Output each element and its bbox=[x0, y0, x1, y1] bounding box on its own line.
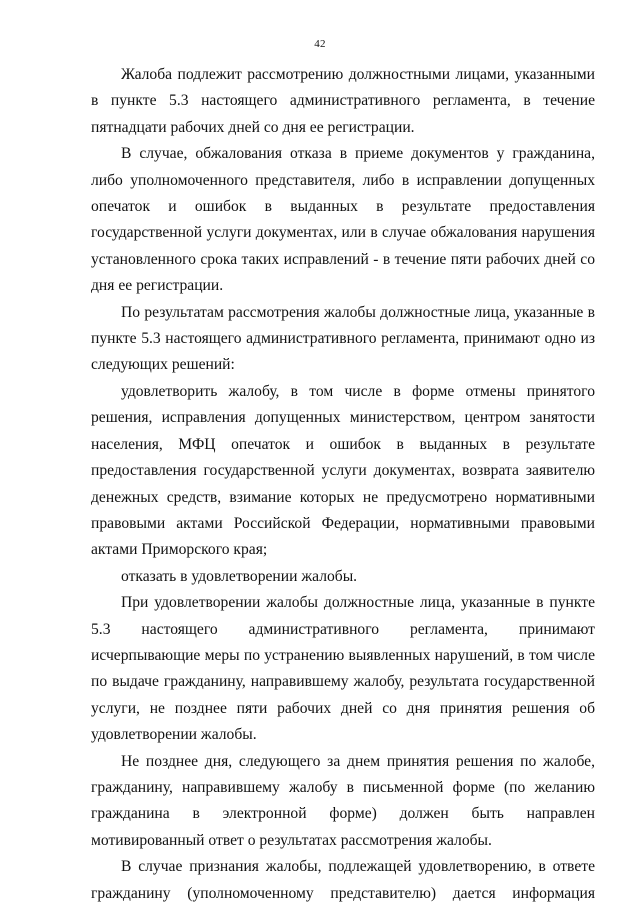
paragraph-response-deadline: Не позднее дня, следующего за днем принятия решения по жалобе, гражданину, направившему жалобу в письменной форме (по желанию гражданина в электронной форме) должен быть направлен мотивированный ответ о результатах рассмотрения жалобы. bbox=[91, 752, 595, 849]
paragraph-satisfaction-measures: При удовлетворении жалобы должностные лица, указанные в пункте 5.3 настоящего административного регламента, принимают исчерпывающие меры по устранению выявленных нарушений, в том числе по выдаче гражданину, направившему жалобу, результата государственной услуги, не позднее пяти рабочих дней со дня принятия решения об удовлетворении жалобы. bbox=[91, 594, 595, 744]
page-number: 42 bbox=[314, 38, 326, 50]
paragraph-decision-satisfy: удовлетворить жалобу, в том числе в форме отмены принятого решения, исправления допущенных министерством, центром занятости населения, МФЦ опечаток и ошибок в выданных в результате предоставления государственной услуги документах, возврата заявителю денежных средств, взимание которых не предусмотрено нормативными правовыми актами Российской Федерации, нормативными правовыми актами Приморского края; bbox=[91, 382, 595, 559]
document-body bbox=[91, 62, 595, 907]
paragraph-refusal-appeal-term: В случае, обжалования отказа в приеме документов у гражданина, либо уполномоченного представителя, либо в исправлении допущенных опечаток и ошибок в выданных в результате предоставления государственной услуги документах, или в случае обжалования нарушения установленного срока таких исправлений - в течение пяти рабочих дней со дня ее регистрации. bbox=[91, 145, 595, 295]
paragraph-decision-refuse: отказать в удовлетворении жалобы. bbox=[121, 567, 358, 585]
paragraph-complaint-review-term: Жалоба подлежит рассмотрению должностными лицами, указанными в пункте 5.3 настоящего административного регламента, в течение пятнадцати рабочих дней со дня ее регистрации. bbox=[91, 66, 595, 136]
paragraph-review-decisions: По результатам рассмотрения жалобы должностные лица, указанные в пункте 5.3 настоящего административного регламента, принимают одно из следующих решений: bbox=[91, 303, 595, 374]
paragraph-response-information: В случае признания жалобы, подлежащей удовлетворению, в ответе гражданину (уполномоченному представителю) дается информация bbox=[91, 858, 595, 902]
